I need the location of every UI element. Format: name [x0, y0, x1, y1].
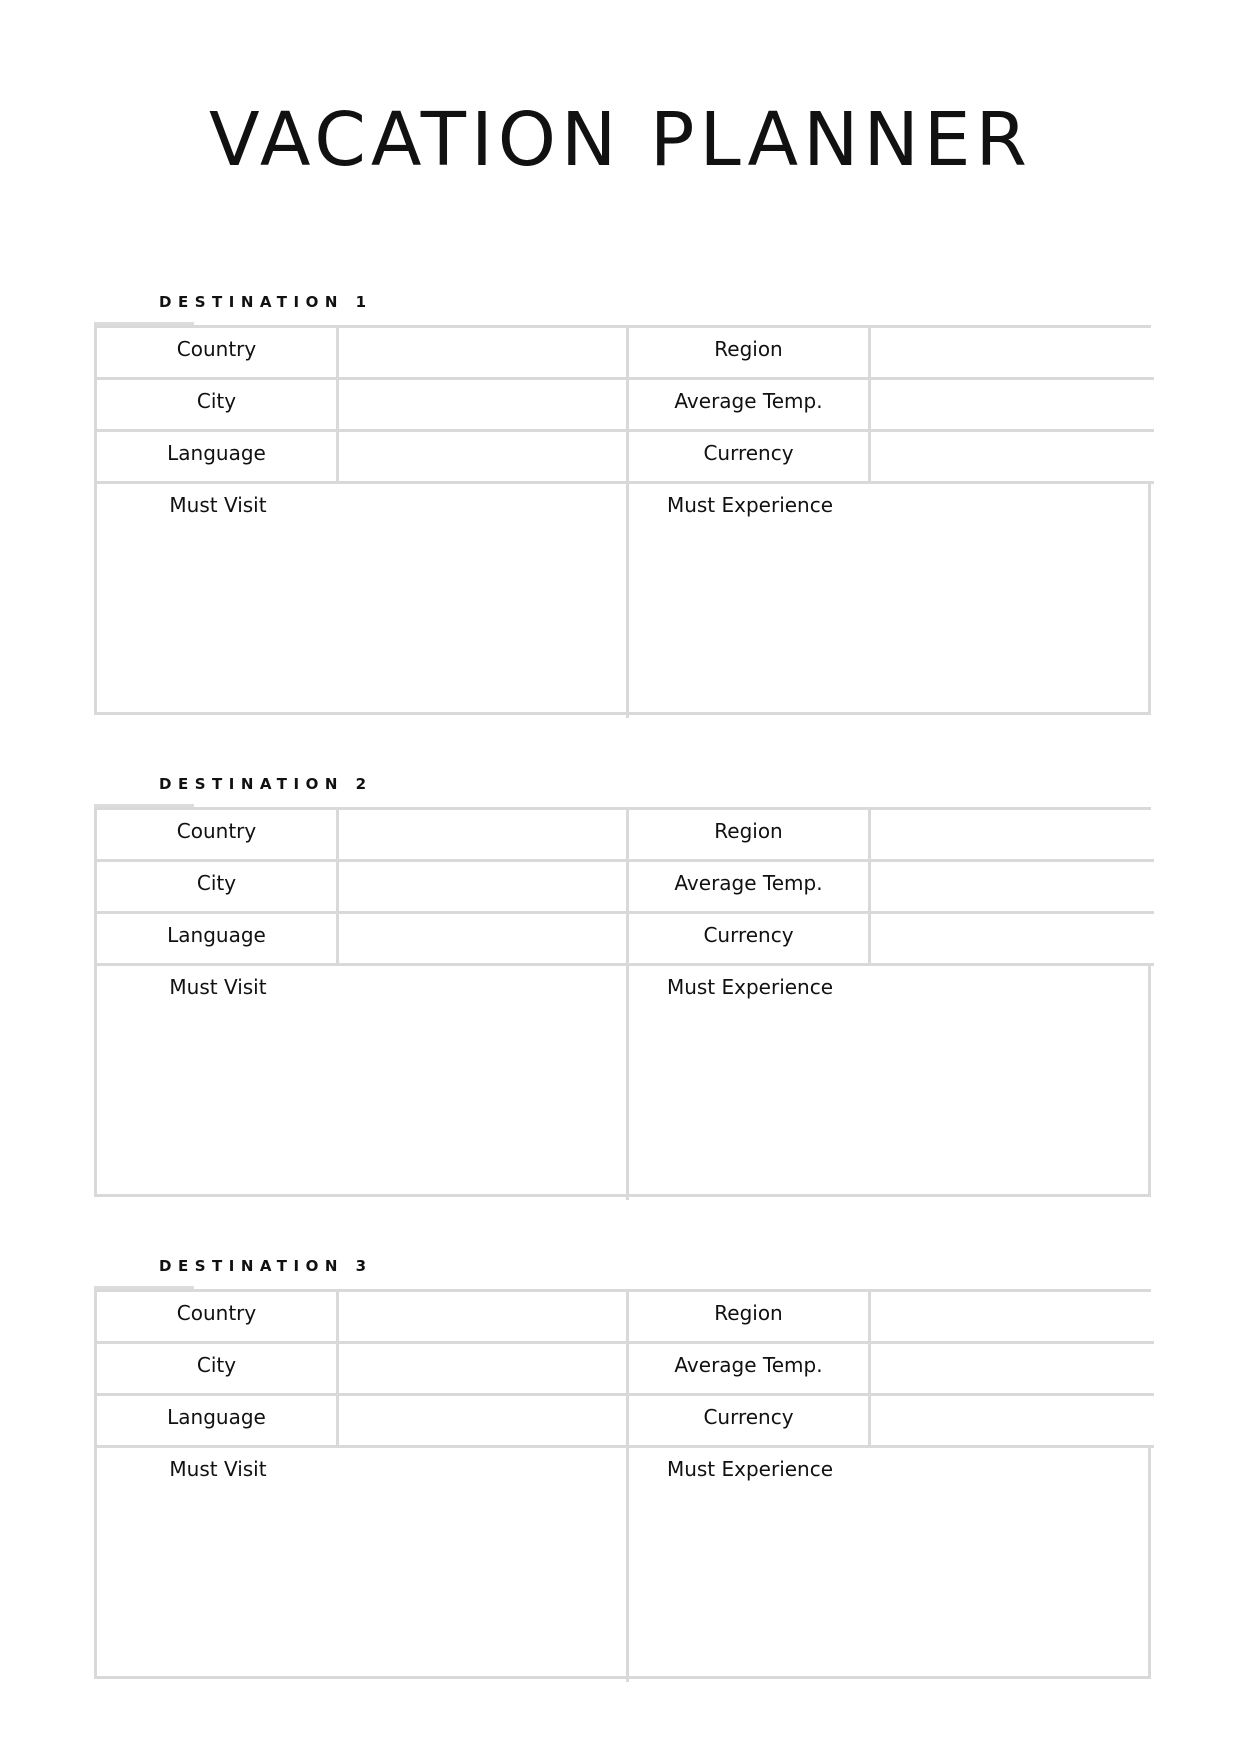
average-temp-field[interactable] — [871, 862, 1154, 914]
must-experience-box[interactable] — [629, 484, 1154, 718]
must-visit-box[interactable] — [97, 966, 629, 1200]
language-label: Language — [97, 914, 339, 966]
must-visit-label: Must Visit — [169, 975, 267, 999]
country-field[interactable] — [339, 810, 629, 862]
must-visit-label: Must Visit — [169, 493, 267, 517]
region-label: Region — [629, 1292, 871, 1344]
average-temp-label: Average Temp. — [629, 380, 871, 432]
currency-label: Currency — [629, 914, 871, 966]
page-title: VACATION PLANNER — [209, 97, 1032, 183]
country-field[interactable] — [339, 328, 629, 380]
region-label: Region — [629, 810, 871, 862]
country-label: Country — [97, 810, 339, 862]
must-visit-box[interactable] — [97, 1448, 629, 1682]
region-field[interactable] — [871, 810, 1154, 862]
destination-table — [94, 807, 1151, 1197]
must-experience-box[interactable] — [629, 966, 1154, 1200]
language-label: Language — [97, 1396, 339, 1448]
must-experience-label: Must Experience — [666, 975, 834, 999]
average-temp-field[interactable] — [871, 380, 1154, 432]
average-temp-label: Average Temp. — [629, 862, 871, 914]
currency-field[interactable] — [871, 914, 1154, 966]
destination-heading: DESTINATION 2 — [159, 775, 373, 793]
currency-label: Currency — [629, 1396, 871, 1448]
destination-table — [94, 1289, 1151, 1679]
region-field[interactable] — [871, 1292, 1154, 1344]
must-experience-box[interactable] — [629, 1448, 1154, 1682]
must-visit-box[interactable] — [97, 484, 629, 718]
destination-heading: DESTINATION 1 — [159, 293, 373, 311]
currency-label: Currency — [629, 432, 871, 484]
city-field[interactable] — [339, 862, 629, 914]
country-label: Country — [97, 1292, 339, 1344]
must-visit-label: Must Visit — [169, 1457, 267, 1481]
must-experience-label: Must Experience — [666, 493, 834, 517]
language-field[interactable] — [339, 432, 629, 484]
must-experience-label: Must Experience — [666, 1457, 834, 1481]
city-field[interactable] — [339, 1344, 629, 1396]
country-field[interactable] — [339, 1292, 629, 1344]
currency-field[interactable] — [871, 1396, 1154, 1448]
currency-field[interactable] — [871, 432, 1154, 484]
city-field[interactable] — [339, 380, 629, 432]
language-field[interactable] — [339, 1396, 629, 1448]
language-field[interactable] — [339, 914, 629, 966]
region-field[interactable] — [871, 328, 1154, 380]
destination-table — [94, 325, 1151, 715]
destination-heading: DESTINATION 3 — [159, 1257, 373, 1275]
country-label: Country — [97, 328, 339, 380]
average-temp-label: Average Temp. — [629, 1344, 871, 1396]
region-label: Region — [629, 328, 871, 380]
city-label: City — [97, 862, 339, 914]
language-label: Language — [97, 432, 339, 484]
city-label: City — [97, 1344, 339, 1396]
city-label: City — [97, 380, 339, 432]
average-temp-field[interactable] — [871, 1344, 1154, 1396]
